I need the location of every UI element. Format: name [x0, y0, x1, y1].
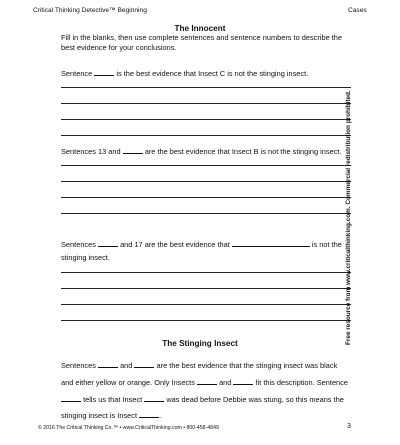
- answer-line[interactable]: [61, 119, 351, 120]
- question-2: [61, 145, 353, 157]
- text-segment: stinging insect is Insect: [61, 411, 137, 421]
- paragraph-line-3: [61, 392, 356, 409]
- section-title-stinging-insect: The Stinging Insect: [162, 339, 238, 348]
- paragraph-line-1: [61, 358, 356, 375]
- text-segment: are the best evidence that the stinging insect was black: [156, 361, 338, 370]
- answer-line[interactable]: [61, 103, 351, 104]
- answer-line[interactable]: [61, 272, 351, 273]
- q1-text-pre: Sentence: [61, 69, 93, 78]
- answer-line[interactable]: [61, 304, 351, 305]
- text-segment: tells us that Insect: [83, 394, 143, 404]
- answer-line[interactable]: [61, 87, 351, 88]
- text-segment: Sentences: [61, 361, 96, 370]
- paragraph-line-4: [61, 408, 356, 425]
- blank-sentence-c[interactable]: [61, 393, 81, 402]
- answer-line[interactable]: [61, 165, 351, 166]
- stinging-insect-paragraph: [61, 358, 356, 425]
- answer-line[interactable]: [61, 320, 351, 321]
- answer-line[interactable]: [61, 288, 351, 289]
- question-3: [61, 238, 353, 250]
- q1-blank-sentence[interactable]: [94, 67, 114, 76]
- header-section: Cases: [348, 7, 367, 14]
- blank-insect-b[interactable]: [233, 376, 253, 385]
- q3-text-mid2: is not the: [311, 240, 342, 249]
- blank-stinging-insect[interactable]: [139, 409, 162, 421]
- footer-copyright: © 2016 The Critical Thinking Co.™ • www.CriticalThinking.com • 800-458-4849: [38, 425, 219, 431]
- q2-blank-sentence[interactable]: [123, 145, 143, 154]
- text-segment: and: [219, 377, 232, 387]
- text-segment: and: [120, 361, 133, 370]
- header-book-title: Critical Thinking Detective™ Beginning: [33, 7, 147, 14]
- question-1: [61, 67, 353, 79]
- blank-insect-a[interactable]: [197, 376, 217, 385]
- q2-text-pre: Sentences 13 and: [61, 147, 121, 156]
- q2-text-post: are the best evidence that Insect B is not the stinging insect.: [144, 147, 342, 156]
- page-number: 3: [347, 423, 351, 430]
- blank-sentence-a[interactable]: [98, 359, 118, 368]
- answer-line[interactable]: [61, 197, 351, 198]
- text-segment: .: [159, 411, 162, 421]
- instructions: Fill in the blanks, then use complete sentences and sentence numbers to describe the best evidence for your conclusions.: [61, 33, 343, 52]
- q1-text-post: is the best evidence that Insect C is not the stinging insect.: [116, 69, 309, 78]
- q3-text-mid1: and 17 are the best evidence that: [120, 240, 230, 249]
- section-title-innocent: The Innocent: [174, 24, 226, 33]
- answer-line[interactable]: [61, 213, 351, 214]
- text-segment: was dead before Debbie was stung, so this means the: [166, 394, 344, 404]
- question-3-line-2: stinging insect.: [61, 253, 110, 262]
- text-segment: fit this description. Sentence: [255, 377, 348, 387]
- blank-insect-dead[interactable]: [144, 393, 164, 402]
- answer-line[interactable]: [61, 135, 351, 136]
- sidebar-copyright-notice: Free resource from www.criticalthinking.com. Commercial redistribution prohibited.: [345, 90, 352, 345]
- q3-text-pre: Sentences: [61, 240, 96, 249]
- q3-blank-sentence[interactable]: [98, 238, 118, 247]
- paragraph-line-2: [61, 375, 356, 392]
- q3-blank-insect[interactable]: [232, 238, 310, 247]
- answer-line[interactable]: [61, 181, 351, 182]
- text-segment: and either yellow or orange. Only Insects: [61, 377, 195, 387]
- blank-sentence-b[interactable]: [134, 359, 154, 368]
